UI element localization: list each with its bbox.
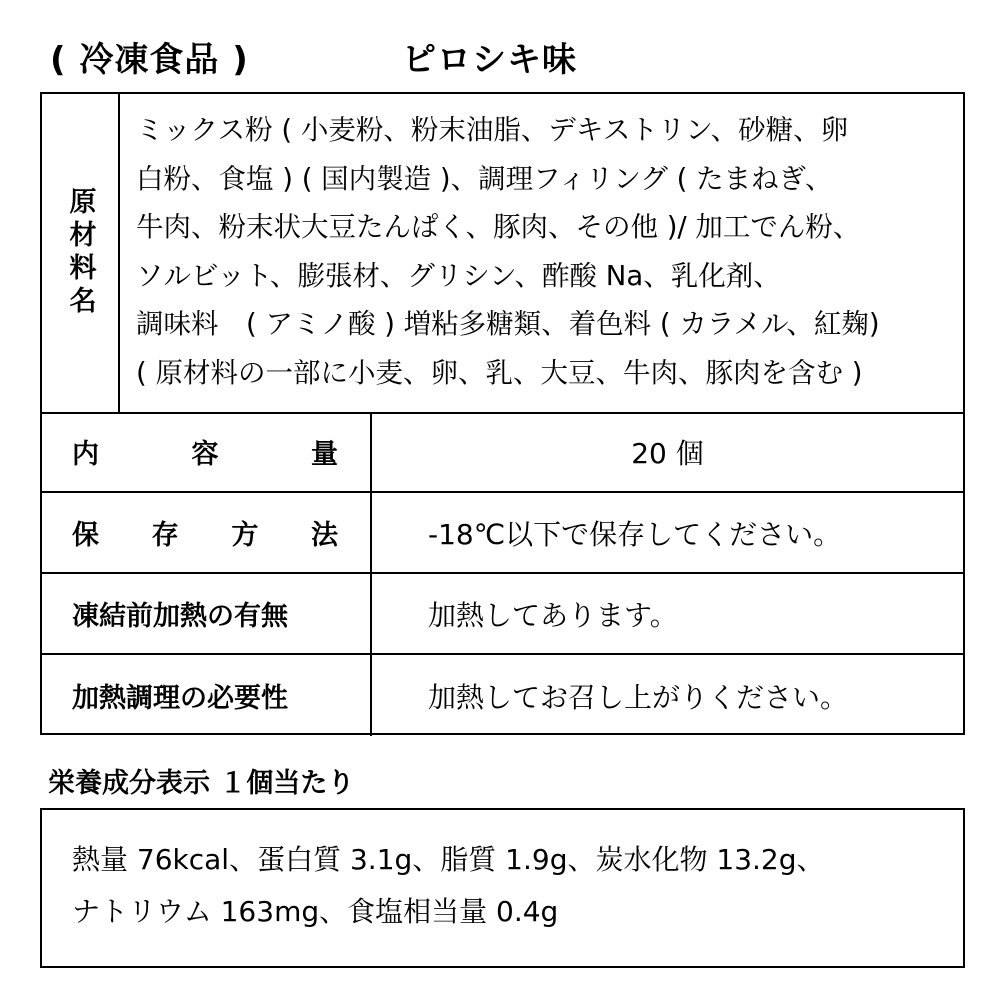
ingredients-text (136, 106, 956, 397)
contents-label (42, 412, 372, 491)
nutrition-heading: 栄養成分表示 １個当たり (48, 768, 355, 799)
ingredients-line: 白粉、食塩 ) ( 国内製造 )、調理フィリング ( たまねぎ、 (136, 162, 833, 195)
storage-label-char: 方 (231, 520, 259, 551)
storage-label (42, 493, 372, 572)
product-category: ( 冷凍食品 ) (50, 40, 249, 80)
storage-label-char: 保 (72, 520, 99, 551)
contents-row (42, 412, 963, 493)
nutrition-box (40, 808, 965, 968)
ingredients-line: ソルビット、膨張材、グリシン、酢酸 Na、乳化剤、 (136, 259, 781, 292)
label-table (40, 92, 965, 735)
product-name: ピロシキ味 (402, 40, 577, 80)
cooking-row (42, 655, 963, 736)
ingredients-line: ミックス粉 ( 小麦粉、粉末油脂、デキストリン、砂糖、卵 (136, 114, 849, 146)
contents-label-char: 容 (191, 439, 219, 470)
nutrition-line: 熱量 76kcal、蛋白質 3.1g、脂質 1.9g、炭水化物 13.2g、 (72, 843, 825, 876)
storage-label-char: 法 (310, 520, 338, 551)
preheated-row (42, 574, 963, 655)
ingredients-line: 調味料 ( アミノ酸 ) 増粘多糖類、着色料 ( カラメル、紅麹) (136, 308, 880, 340)
ingredients-row (42, 94, 963, 414)
ingredients-label-cell (42, 94, 120, 412)
storage-label-char: 存 (151, 520, 179, 551)
cooking-value: 加熱してお召し上がりください。 (428, 680, 849, 714)
preheated-value: 加熱してあります。 (428, 598, 678, 632)
nutrition-text (72, 834, 942, 938)
contents-value: 20 個 (631, 436, 704, 470)
storage-row (42, 493, 963, 574)
contents-label-char: 量 (311, 439, 338, 470)
nutrition-line: ナトリウム 163mg、食塩相当量 0.4g (72, 895, 559, 928)
contents-label-char: 内 (72, 439, 99, 470)
cooking-label: 加熱調理の必要性 (42, 655, 372, 736)
ingredients-line: 牛肉、粉末状大豆たんぱく、豚肉、その他 )/ 加工でん粉、 (136, 211, 861, 243)
storage-value: -18℃以下で保存してください。 (428, 517, 842, 551)
ingredients-line: ( 原材料の一部に小麦、卵、乳、大豆、牛肉、豚肉を含む ) (136, 356, 863, 389)
preheated-label: 凍結前加熱の有無 (42, 574, 372, 653)
ingredients-label: 原材料名 (64, 187, 96, 319)
